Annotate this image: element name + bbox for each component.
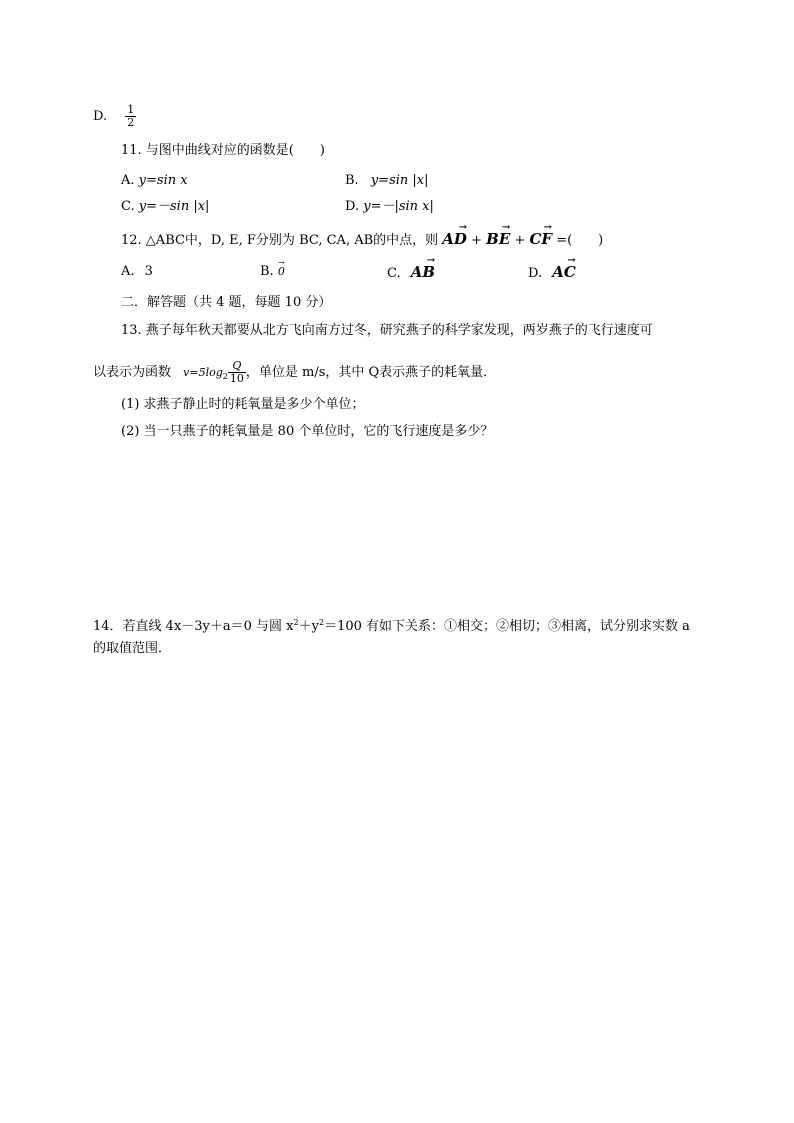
option-text: 3	[144, 264, 153, 279]
fraction-denominator: 10	[229, 372, 244, 385]
q14-line2: 的取值范围．	[93, 641, 172, 656]
q13-line2-prefix: 以表示为函数	[93, 365, 172, 380]
q11-option-d	[345, 198, 434, 216]
vector-ab: → AB	[410, 255, 436, 281]
q11-option-a	[121, 172, 188, 190]
q13-sub2: (2) 当一只燕子的耗氧量是 80 个单位时，它的飞行速度是多少？	[121, 424, 494, 439]
zero-vector: → 0	[277, 258, 285, 278]
option-label: B.	[260, 264, 274, 279]
formula-lhs: v=5log	[183, 366, 223, 379]
option-label: D.	[345, 199, 360, 214]
fraction	[125, 104, 136, 129]
option-label: D.	[528, 266, 543, 281]
q13-line2-suffix: ，单位是 m/s，其中 Q表示燕子的耗氧量．	[245, 365, 497, 380]
vector-cf: → CF	[529, 222, 553, 248]
q12-option-a	[121, 263, 153, 281]
q14-text-a: 14．若直线 4x－3y＋a＝0 与圆 x	[93, 619, 294, 634]
q13-line1: 13. 燕子每年秋天都要从北方飞向南方过冬，研究燕子的科学家发现，两岁燕子的飞行速度可	[121, 323, 653, 338]
plus-sign: +	[471, 233, 482, 248]
q13-sub1: (1) 求燕子静止时的耗氧量是多少个单位；	[121, 397, 365, 412]
q10-option-d	[93, 104, 136, 129]
option-text: y=－|sin x|	[363, 199, 434, 214]
q11-option-b	[345, 172, 429, 190]
fraction-numerator: 1	[127, 103, 135, 116]
q13-line2	[93, 360, 496, 386]
vector-be: → BE	[486, 222, 511, 248]
option-label: C.	[121, 199, 135, 214]
vector-ac: → AC	[552, 255, 576, 281]
option-label: A.	[121, 264, 135, 279]
fraction	[228, 360, 246, 385]
option-label: C.	[387, 266, 401, 281]
option-label: B.	[345, 173, 359, 188]
q12-stem-prefix: 12. △ABC中，D, E, F分别为 BC, CA, AB的中点，则	[121, 233, 439, 248]
q14-text-b: ＋y	[298, 619, 319, 634]
fraction-numerator: Q	[232, 359, 242, 372]
plus-sign: +	[514, 233, 526, 248]
log-base: 2	[222, 372, 228, 381]
q12-option-d	[528, 255, 576, 283]
superscript: 2	[293, 618, 299, 627]
option-text: y=sin x	[138, 173, 188, 188]
q11-stem: 11. 与图中曲线对应的函数是( )	[121, 143, 325, 158]
option-label: D.	[93, 109, 108, 124]
q12-stem	[121, 222, 604, 250]
section-heading: 二．解答题（共 4 题，每题 10 分）	[121, 295, 332, 310]
q12-option-b	[260, 258, 285, 281]
option-text: y=sin |x|	[370, 173, 429, 188]
option-label: A.	[121, 173, 135, 188]
q11-option-c	[121, 198, 209, 216]
q14-line1	[93, 614, 690, 636]
superscript: 2	[318, 618, 325, 627]
q12-stem-suffix: =( )	[556, 233, 604, 248]
vector-ad: → AD	[442, 222, 467, 248]
q14-text-c: ＝100 有如下关系：①相交；②相切；③相离，试分别求实数 a	[324, 619, 690, 634]
q12-option-c	[387, 255, 436, 283]
fraction-denominator: 2	[127, 116, 135, 129]
option-text: y=－sin |x|	[138, 199, 210, 214]
